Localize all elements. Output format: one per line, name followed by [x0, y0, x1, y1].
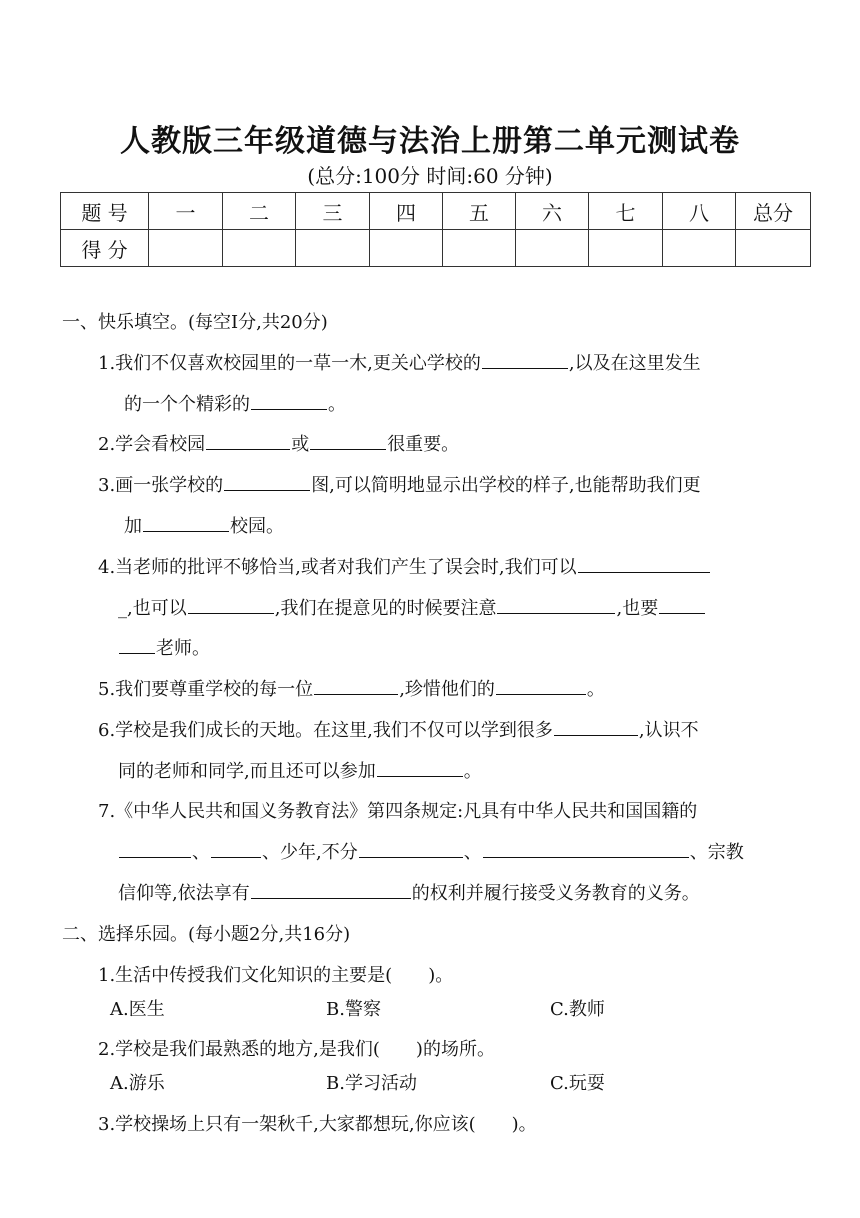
score-cell: 三 — [296, 193, 370, 230]
option-c[interactable]: C.玩耍 — [550, 1073, 605, 1094]
question-text: 图,可以简明地显示出学校的样子,也能帮助我们更 — [311, 475, 701, 496]
score-input-cell[interactable] — [370, 230, 443, 267]
question-text: 的权利并履行接受义务教育的义务。 — [411, 883, 700, 904]
answer-blank[interactable] — [314, 676, 398, 695]
option-a[interactable]: A.医生 — [110, 999, 165, 1020]
question-1-6 — [98, 716, 699, 742]
question-1-7-cont — [118, 838, 744, 864]
question-text: 校园。 — [230, 516, 284, 537]
question-1-1-cont — [124, 390, 346, 416]
question-text: _,也可以 — [118, 598, 187, 619]
score-table — [60, 192, 811, 267]
answer-blank[interactable] — [497, 595, 615, 614]
score-table-score-row — [61, 230, 811, 267]
answer-blank[interactable] — [188, 595, 274, 614]
question-1-1 — [98, 349, 701, 375]
question-1-5 — [98, 675, 605, 701]
answer-blank[interactable] — [119, 839, 191, 858]
score-input-cell[interactable] — [296, 230, 370, 267]
question-text: 5.我们要尊重学校的每一位 — [98, 679, 314, 700]
question-1-2 — [98, 430, 459, 456]
question-1-4-cont — [118, 594, 706, 620]
question-text: 、 — [463, 842, 482, 863]
score-cell: 二 — [223, 193, 296, 230]
score-input-cell[interactable] — [589, 230, 663, 267]
option-a[interactable]: A.游乐 — [110, 1073, 165, 1094]
question-1-4 — [98, 553, 711, 579]
answer-blank[interactable] — [143, 513, 229, 532]
score-cell: 一 — [149, 193, 223, 230]
question-1-4-cont2 — [118, 634, 210, 660]
question-text: 加 — [124, 516, 142, 537]
score-cell: 七 — [589, 193, 663, 230]
question-2-3: 3.学校操场上只有一架秋千,大家都想玩,你应该( )。 — [98, 1114, 537, 1135]
score-table-header-row — [61, 193, 811, 230]
answer-blank[interactable] — [206, 431, 290, 450]
question-2-2: 2.学校是我们最熟悉的地方,是我们( )的场所。 — [98, 1039, 495, 1060]
question-text: 、宗教 — [689, 842, 744, 863]
question-text: ,我们在提意见的时候要注意 — [274, 598, 497, 619]
question-text: 3.画一张学校的 — [98, 475, 224, 496]
section-2-heading: 二、选择乐园。(每小题2分,共16分) — [62, 924, 351, 945]
question-1-3-cont — [124, 512, 284, 538]
answer-blank[interactable] — [659, 595, 705, 614]
option-c[interactable]: C.教师 — [550, 999, 605, 1020]
question-text: 4.当老师的批评不够恰当,或者对我们产生了误会时,我们可以 — [98, 557, 577, 578]
score-cell: 题 号 — [61, 193, 149, 230]
score-cell: 四 — [370, 193, 443, 230]
answer-blank[interactable] — [251, 880, 411, 899]
question-text: 2.学会看校园 — [98, 434, 206, 455]
section-1-heading: 一、快乐填空。(每空Ⅰ分,共20分) — [62, 312, 328, 333]
score-input-cell[interactable] — [149, 230, 223, 267]
question-text: 6.学校是我们成长的天地。在这里,我们不仅可以学到很多 — [98, 720, 553, 741]
score-cell: 五 — [443, 193, 516, 230]
question-text: 1.我们不仅喜欢校园里的一草一木,更关心学校的 — [98, 353, 481, 374]
question-text: 。 — [586, 679, 605, 700]
question-1-7 — [98, 797, 697, 823]
question-text: 信仰等,依法享有 — [118, 883, 250, 904]
question-text: 7.《中华人民共和国义务教育法》第四条规定:凡具有中华人民共和国国籍的 — [98, 801, 698, 822]
question-1-7-cont2 — [118, 879, 700, 905]
answer-blank[interactable] — [251, 391, 327, 410]
score-cell: 总分 — [736, 193, 811, 230]
answer-blank[interactable] — [310, 431, 386, 450]
question-text: ,也要 — [616, 598, 659, 619]
score-cell: 六 — [516, 193, 589, 230]
score-row-label: 得 分 — [61, 230, 149, 267]
score-input-cell[interactable] — [516, 230, 589, 267]
answer-blank[interactable] — [482, 350, 568, 369]
score-cell: 八 — [663, 193, 736, 230]
question-text: 的一个个精彩的 — [124, 394, 250, 415]
question-text: ,以及在这里发生 — [568, 353, 701, 374]
option-b[interactable]: B.警察 — [326, 999, 381, 1020]
answer-blank[interactable] — [211, 839, 261, 858]
score-input-cell[interactable] — [736, 230, 811, 267]
question-text: 很重要。 — [387, 434, 460, 455]
question-text: 。 — [328, 394, 346, 415]
answer-blank[interactable] — [359, 839, 463, 858]
answer-blank[interactable] — [119, 635, 155, 654]
score-input-cell[interactable] — [223, 230, 296, 267]
answer-blank[interactable] — [483, 839, 689, 858]
question-text: 同的老师和同学,而且还可以参加 — [118, 761, 376, 782]
answer-blank[interactable] — [578, 554, 710, 573]
question-2-1: 1.生活中传授我们文化知识的主要是( )。 — [98, 965, 454, 986]
question-text: 老师。 — [156, 638, 210, 659]
question-text: ,珍惜他们的 — [399, 679, 495, 700]
question-1-3 — [98, 471, 701, 497]
question-text: 、少年,不分 — [262, 842, 358, 863]
answer-blank[interactable] — [224, 472, 310, 491]
question-text: 。 — [463, 761, 482, 782]
answer-blank[interactable] — [377, 758, 463, 777]
question-text: 或 — [291, 434, 310, 455]
exam-subtitle: (总分:100分 时间:60 分钟) — [307, 164, 553, 188]
option-b[interactable]: B.学习活动 — [326, 1073, 417, 1094]
question-text: 、 — [192, 842, 210, 863]
question-1-6-cont — [118, 757, 482, 783]
score-input-cell[interactable] — [663, 230, 736, 267]
answer-blank[interactable] — [496, 676, 586, 695]
score-input-cell[interactable] — [443, 230, 516, 267]
answer-blank[interactable] — [554, 717, 638, 736]
page-title: 人教版三年级道德与法治上册第二单元测试卷 — [120, 124, 740, 159]
question-text: ,认识不 — [638, 720, 699, 741]
